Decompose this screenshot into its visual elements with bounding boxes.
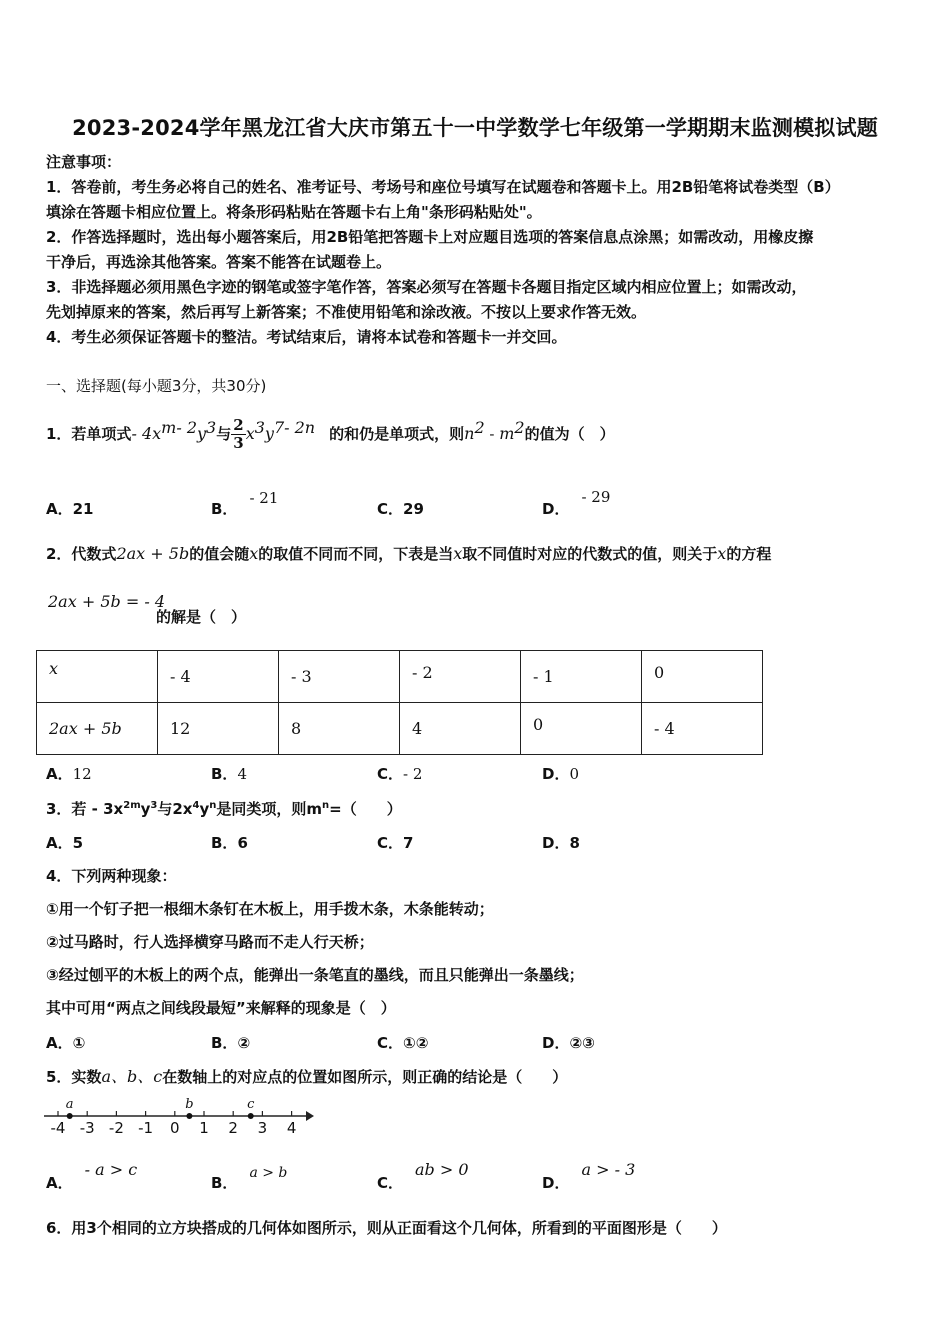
notice-line: 填涂在答题卡相应位置上。将条形码粘贴在答题卡右上角"条形码粘贴处"。 [46,203,542,221]
question-4-item: ①用一个钉子把一根细木条钉在木板上，用手拨木条，木条能转动； [46,900,494,918]
question-4-item: ③经过刨平的木板上的两个点，能弹出一条笔直的墨线，而且只能弹出一条墨线； [46,966,584,984]
number-line-point-label: a [65,1097,74,1112]
notice-line: 1．答卷前，考生务必将自己的姓名、准考证号、考场号和座位号填写在试题卷和答题卡上。用2B铅笔将试卷类型（B） [46,178,840,196]
question-3-stem: 3．若 - $3x^{2m}y^3$与$2x^4y^n$是同类项，则$m^n=$（ ） [46,800,402,818]
table-cell: 12 [158,703,279,755]
number-line-point-label: b [185,1097,194,1112]
notice-line: 先划掉原来的答案，然后再写上新答案；不准使用铅笔和涂改液。不按以上要求作答无效。 [46,303,647,321]
question-4-item: ②过马路时，行人选择横穿马路而不走人行天桥； [46,933,374,951]
option-b[interactable]: B．6 [211,834,248,852]
option-c[interactable]: C．ab > 0 [377,1160,469,1192]
notice-line: 4．考生必须保证答题卡的整洁。考试结束后，请将本试卷和答题卡一并交回。 [46,328,567,346]
table-row [37,651,763,703]
number-line-point-label: c [247,1097,255,1112]
question-2-suffix: 的解是（ ） [156,608,247,626]
number-line-tick-label: 4 [286,1119,297,1137]
option-a[interactable]: A．5 [46,834,84,852]
table-row [37,703,763,755]
option-a[interactable]: A．21 [46,500,94,518]
table-cell: 4 [400,703,521,755]
option-b[interactable]: B．4 [211,765,247,783]
option-c[interactable]: C．7 [377,834,414,852]
option-c[interactable]: C．- 2 [377,765,423,783]
table-cell: - 1 [521,651,642,703]
option-a[interactable]: A．① [46,1034,86,1052]
option-b[interactable]: B．- 21 [211,489,279,518]
question-5-stem: 5．实数a、b、c在数轴上的对应点的位置如图所示，则正确的结论是（ ） [46,1067,568,1086]
option-c[interactable]: C．①② [377,1034,429,1052]
number-line-arrow [306,1111,314,1121]
question-1-stem: 1．若单项式- $4x^{m- 2}y^3$与 $\frac{2}{3}$ $x^3y^{7- 2n}$ 的和仍是单项式，则$n^2 - m^2$的值为（ ） [46,416,615,452]
table-cell: 0 [521,703,642,755]
table-cell: x [37,651,158,703]
number-line-tick-label: 2 [228,1119,238,1137]
table-cell: 2ax + 5b [37,703,158,755]
option-a[interactable]: A．- a > c [46,1160,138,1192]
option-d[interactable]: D．- 29 [542,488,611,518]
table-cell: 0 [642,651,763,703]
question-2-stem: 2．代数式2ax + 5b的值会随x的取值不同而不同，下表是当x取不同值时对应的代数式的值，则关于x的方程 [46,544,772,563]
option-d[interactable]: D．a > - 3 [542,1160,636,1192]
option-b[interactable]: B．a > b [211,1165,288,1192]
number-line-figure [40,1092,330,1140]
number-line-tick-label: 0 [170,1119,180,1137]
table-cell: 8 [279,703,400,755]
option-a[interactable]: A．12 [46,765,92,783]
table-cell: - 4 [642,703,763,755]
number-line-tick-label: -2 [108,1119,124,1137]
option-c[interactable]: C．29 [377,500,424,518]
option-b[interactable]: B．② [211,1034,251,1052]
option-d[interactable]: D．8 [542,834,580,852]
notice-line: 3．非选择题必须用黑色字迹的钢笔或签字笔作答，答案必须写在答题卡各题目指定区域内相应位置上；如需改动， [46,278,807,296]
number-line-tick-label: -3 [79,1119,95,1137]
number-line-tick-label: 1 [199,1119,209,1137]
section-heading: 一、选择题(每小题3分，共30分) [46,377,267,395]
question-4-stem: 4．下列两种现象： [46,867,177,885]
table-cell: - 3 [279,651,400,703]
option-d[interactable]: D．②③ [542,1034,595,1052]
question-4-question: 其中可用“两点之间线段最短”来解释的现象是（ ） [46,999,396,1017]
notice-line: 2．作答选择题时，选出每小题答案后，用2B铅笔把答题卡上对应题目选项的答案信息点涂黑；如需改动，用橡皮擦 [46,228,814,246]
fraction-two-thirds: $\frac{2}{3}$ [233,416,244,452]
number-line-point [67,1113,73,1119]
number-line-tick-label: 3 [257,1119,268,1137]
option-d[interactable]: D．0 [542,765,579,783]
question-6-stem: 6．用3个相同的立方块搭成的几何体如图所示，则从正面看这个几何体，所看到的平面图形是（ ） [46,1219,727,1237]
table-cell: - 4 [158,651,279,703]
number-line-point [186,1113,192,1119]
notice-heading: 注意事项： [46,153,122,171]
number-line-tick-label: -4 [50,1119,66,1137]
number-line-point [248,1113,254,1119]
page-title: 2023-2024学年黑龙江省大庆市第五十一中学数学七年级第一学期期末监测模拟试题 [72,116,878,140]
question-2-equation: 2ax + 5b = - 4 [48,592,165,611]
notice-line: 干净后，再选涂其他答案。答案不能答在试题卷上。 [46,253,392,271]
value-table [36,650,763,755]
number-line-tick-label: -1 [138,1119,154,1137]
table-cell: - 2 [400,651,521,703]
